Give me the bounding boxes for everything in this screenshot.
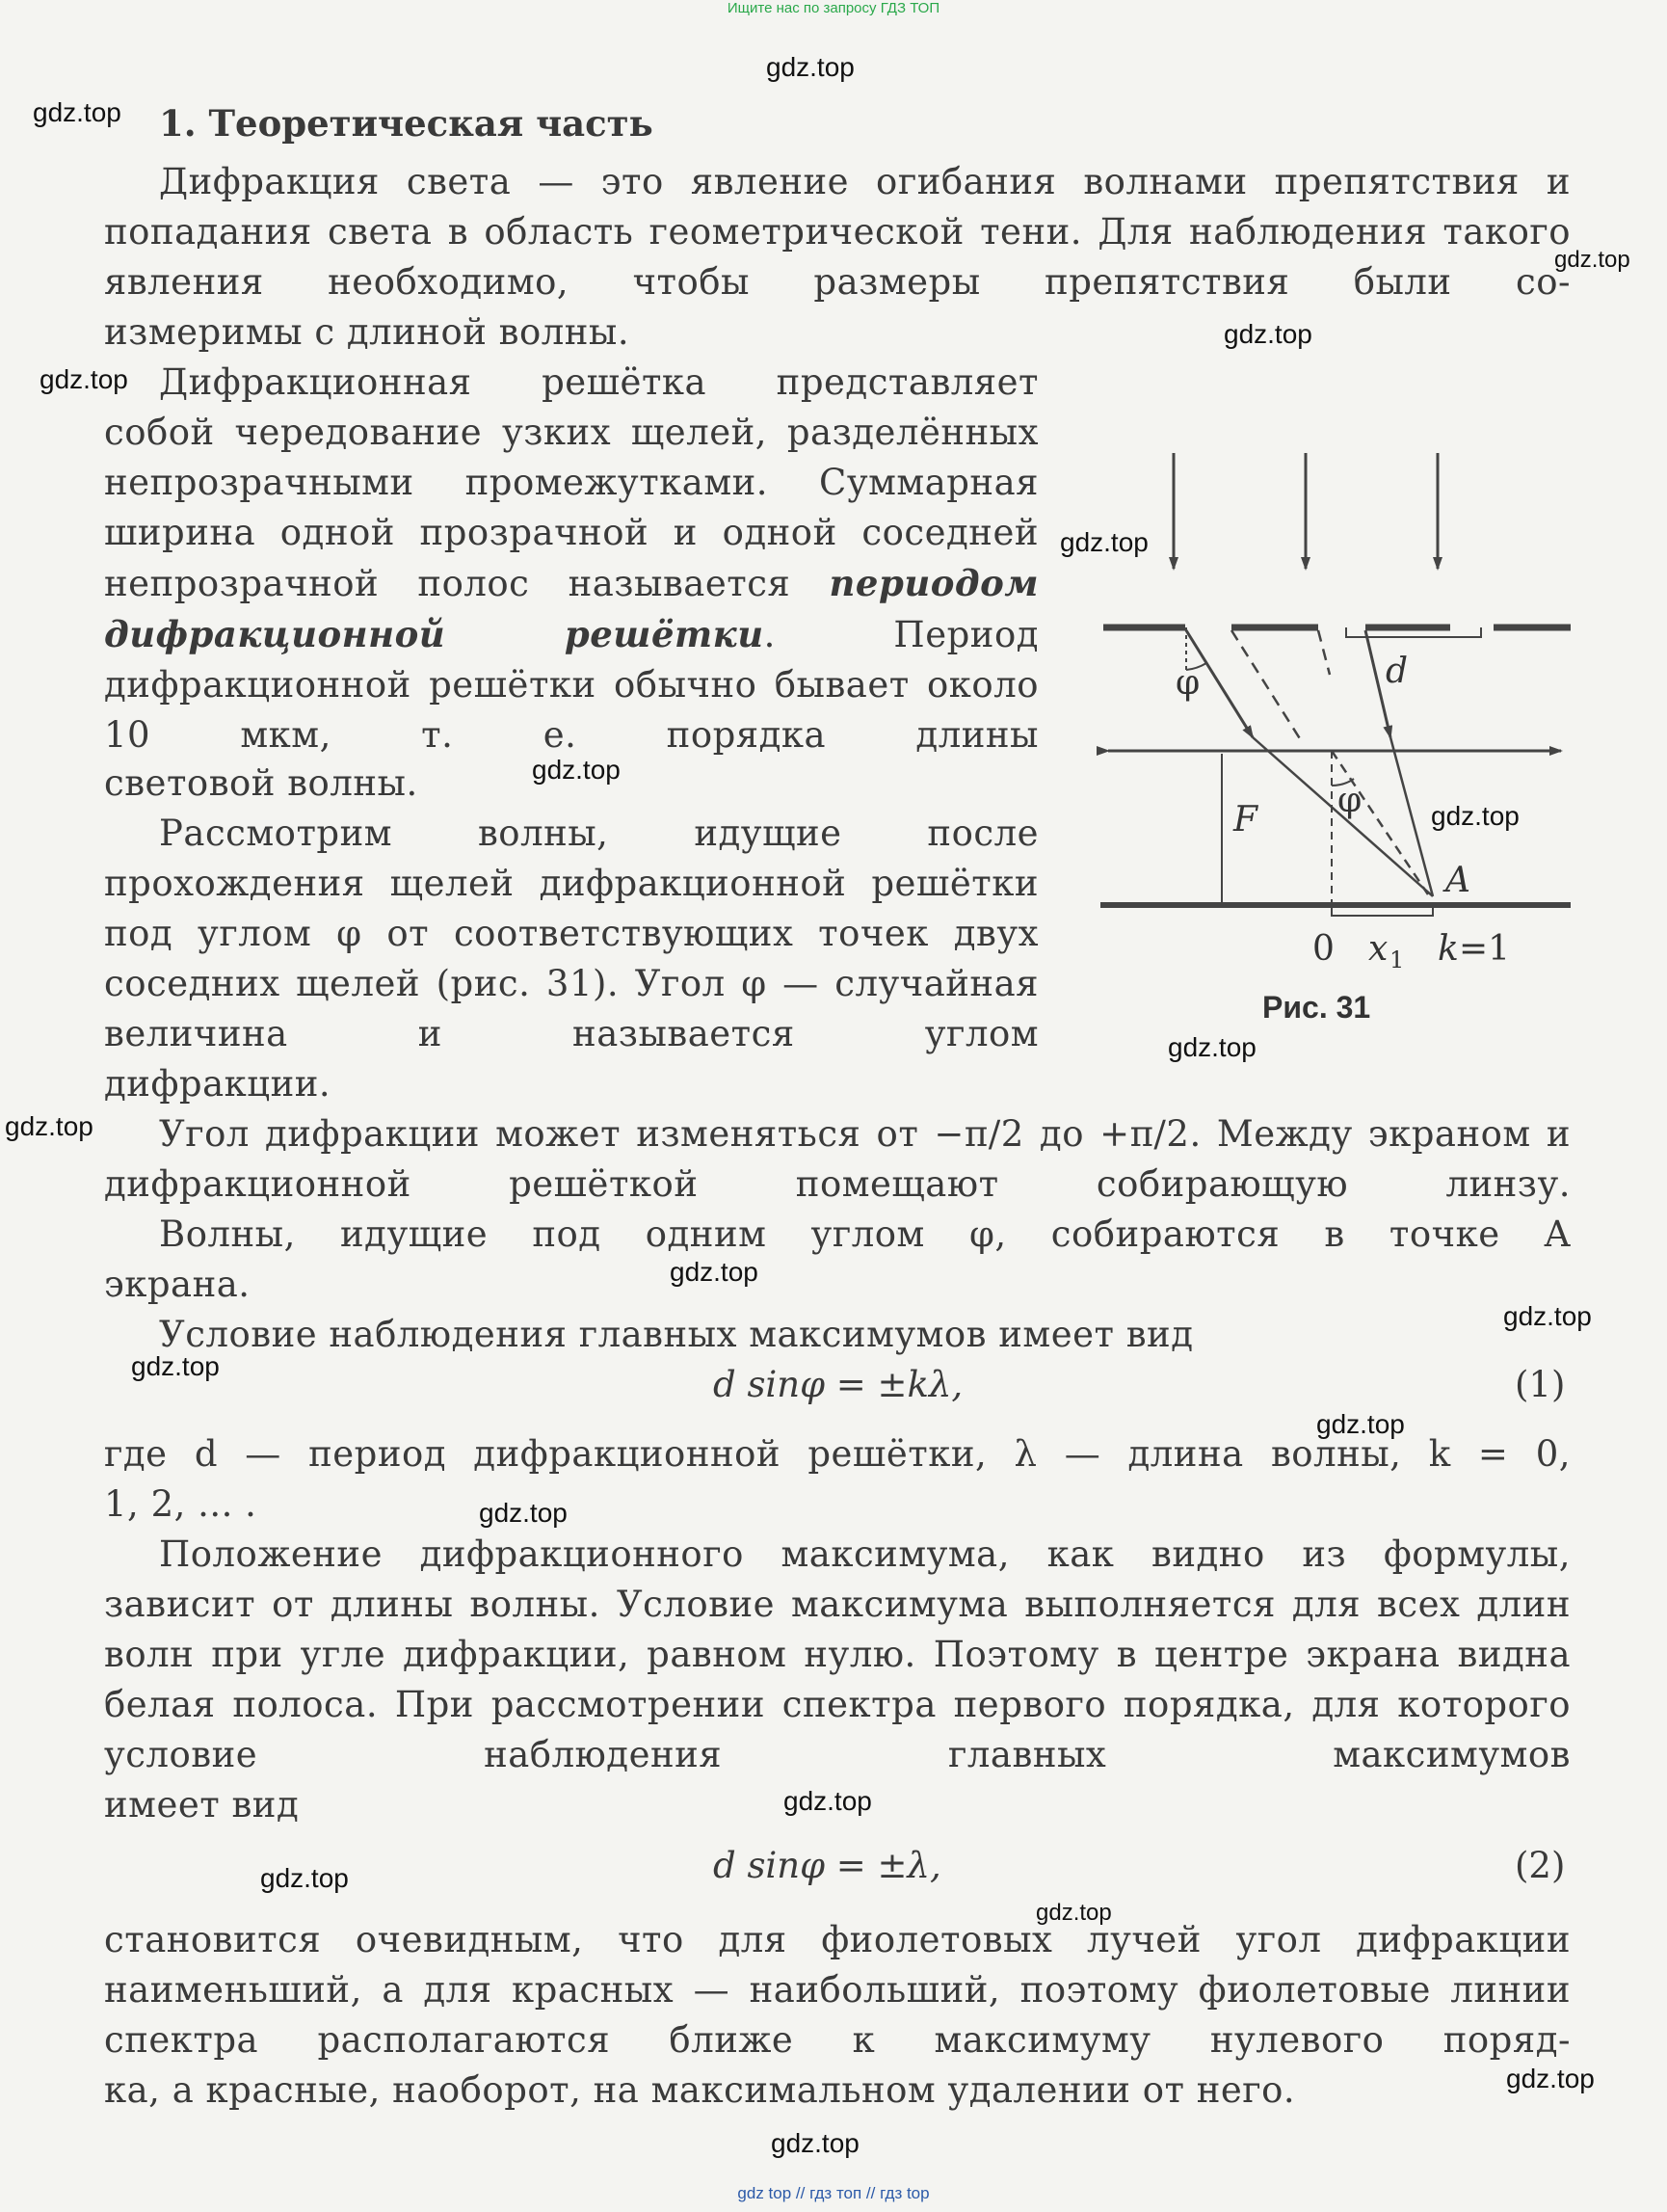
paragraph-text: . Период дифракционной решётки обычно бывает около 10 мкм, т. е. порядка длины xyxy=(104,614,1039,756)
section-heading: 1. Теоретическая часть xyxy=(159,102,653,145)
paragraph xyxy=(104,809,1039,1059)
paragraph-text: Условие наблюдения главных максимумов имеет вид xyxy=(159,1314,1194,1355)
watermark: gdz.top xyxy=(1168,1032,1257,1062)
watermark: gdz.top xyxy=(766,52,855,82)
paragraph-text: световой волны. xyxy=(104,762,418,804)
watermark: gdz.top xyxy=(1036,1900,1112,1926)
paragraph-text: экрана. xyxy=(104,1264,251,1305)
watermark: gdz.top xyxy=(1224,319,1312,349)
label-phi-lens: φ xyxy=(1337,781,1363,820)
paragraph-line xyxy=(104,755,1039,809)
paragraph-text: 1, 2, ... . xyxy=(104,1483,257,1525)
equation-number-1: (1) xyxy=(1515,1364,1566,1405)
paragraph-text: ка, а красные, наоборот, на максимальном удалении от него. xyxy=(104,2069,1296,2111)
paragraph-line xyxy=(104,1479,1068,1530)
diffracted-ray-dashed xyxy=(1231,630,1301,740)
formula-2: d sinφ = ±λ, xyxy=(713,1845,941,1886)
watermark: gdz.top xyxy=(5,1111,93,1141)
paragraph xyxy=(104,1915,1571,2065)
watermark: gdz.top xyxy=(40,364,128,394)
paragraph xyxy=(104,1109,1571,1210)
paragraph-line xyxy=(104,1059,1039,1109)
watermark: gdz.top xyxy=(670,1257,758,1287)
label-d: d xyxy=(1386,652,1409,691)
paragraph-text: Дифракция света — это явление огибания волнами препятствия и попадания света в область геометрической тени. Для наблюдения такого явления необходимо, чтобы размеры препятствия были со- xyxy=(104,161,1571,303)
watermark: gdz.top xyxy=(1431,801,1520,831)
paragraph-text: Угол дифракции может изменяться от −π/2 до +π/2. Между экраном и дифракционной решёткой помещают собирающую линзу. xyxy=(104,1113,1571,1205)
watermark: gdz.top xyxy=(131,1351,220,1381)
top-banner[interactable]: Ищите нас по запросу ГДЗ ТОП xyxy=(727,0,940,16)
equation-number-2: (2) xyxy=(1515,1845,1566,1886)
paragraph xyxy=(104,358,1039,760)
paragraph-text: Рассмотрим волны, идущие после прохождения щелей дифракционной решётки под углом φ от соответствующих точек двух соседних щелей (рис. 31). Угол φ — случайная величина и называется углом xyxy=(104,813,1039,1054)
watermark: gdz.top xyxy=(532,755,621,785)
label-zero: 0 xyxy=(1312,929,1335,969)
watermark: gdz.top xyxy=(1060,527,1149,557)
watermark: gdz.top xyxy=(1503,1301,1592,1331)
paragraph-text: имеет вид xyxy=(104,1784,300,1826)
watermark: gdz.top xyxy=(771,2128,860,2158)
label-A: A xyxy=(1445,861,1470,900)
bottom-banner[interactable]: gdz top // гдз топ // гдз top xyxy=(737,2184,930,2202)
watermark: gdz.top xyxy=(33,97,121,127)
label-phi-grating: φ xyxy=(1176,663,1201,703)
figure-caption: Рис. 31 xyxy=(1262,990,1371,1025)
paragraph-text: Положение дифракционного максимума, как видно из формулы, зависит от длины волны. Условие максимума выполняется для всех длин волн при угле дифракции, равном нулю. Поэтому в центре экрана видна белая полоса. При рассмотрении спектра первого порядка, для которого условие наблюдения главных максимумов xyxy=(104,1533,1571,1775)
paragraph xyxy=(159,1310,1412,1360)
paragraph-text: становится очевидным, что для фиолетовых лучей угол дифракции наименьший, а для красных — наибольший, поэтому фиолетовые линии спектра располагаются ближе к максимуму нулевого поряд- xyxy=(104,1919,1571,2061)
formula-1: d sinφ = ±kλ, xyxy=(713,1364,964,1405)
paragraph-line xyxy=(104,1780,1068,1830)
diffracted-ray-dashed xyxy=(1318,630,1330,675)
label-F: F xyxy=(1233,800,1257,839)
diffracted-ray xyxy=(1390,737,1433,896)
paragraph xyxy=(104,1530,1571,1780)
watermark: gdz.top xyxy=(1554,247,1630,273)
paragraph-text: измеримы с длиной волны. xyxy=(104,311,630,353)
label-k-value: =1 xyxy=(1459,929,1511,969)
paragraph xyxy=(104,1429,1571,1479)
watermark: gdz.top xyxy=(1316,1409,1405,1439)
x1-bracket xyxy=(1332,908,1433,916)
watermark: gdz.top xyxy=(783,1786,872,1816)
paragraph-text: Дифракционная решётка представляет собой чередование узких щелей, разделённых непрозрачными промежутками. Суммарная ширина одной прозрачной и одной соседней непрозрачной полос называется xyxy=(104,361,1039,604)
label-x: x xyxy=(1368,929,1389,969)
term-emphasis: периодом дифракционной решётки xyxy=(104,562,1039,655)
label-x-sub: 1 xyxy=(1389,946,1405,973)
paragraph-text: где d — период дифракционной решётки, λ — длина волны, k = 0, xyxy=(104,1433,1571,1475)
diffraction-figure xyxy=(1070,453,1609,1031)
watermark: gdz.top xyxy=(1506,2064,1595,2093)
watermark: gdz.top xyxy=(479,1498,568,1528)
paragraph-line xyxy=(104,307,1068,358)
watermark: gdz.top xyxy=(260,1863,349,1893)
label-k: k xyxy=(1438,929,1459,969)
paragraph-text: дифракции. xyxy=(104,1063,331,1105)
paragraph-line xyxy=(104,2065,1482,2116)
paragraph-line xyxy=(104,1257,1068,1310)
paragraph xyxy=(104,157,1571,307)
paragraph-text: Волны, идущие под одним углом φ, собираются в точке A xyxy=(159,1213,1571,1255)
paragraph xyxy=(104,1210,1571,1260)
